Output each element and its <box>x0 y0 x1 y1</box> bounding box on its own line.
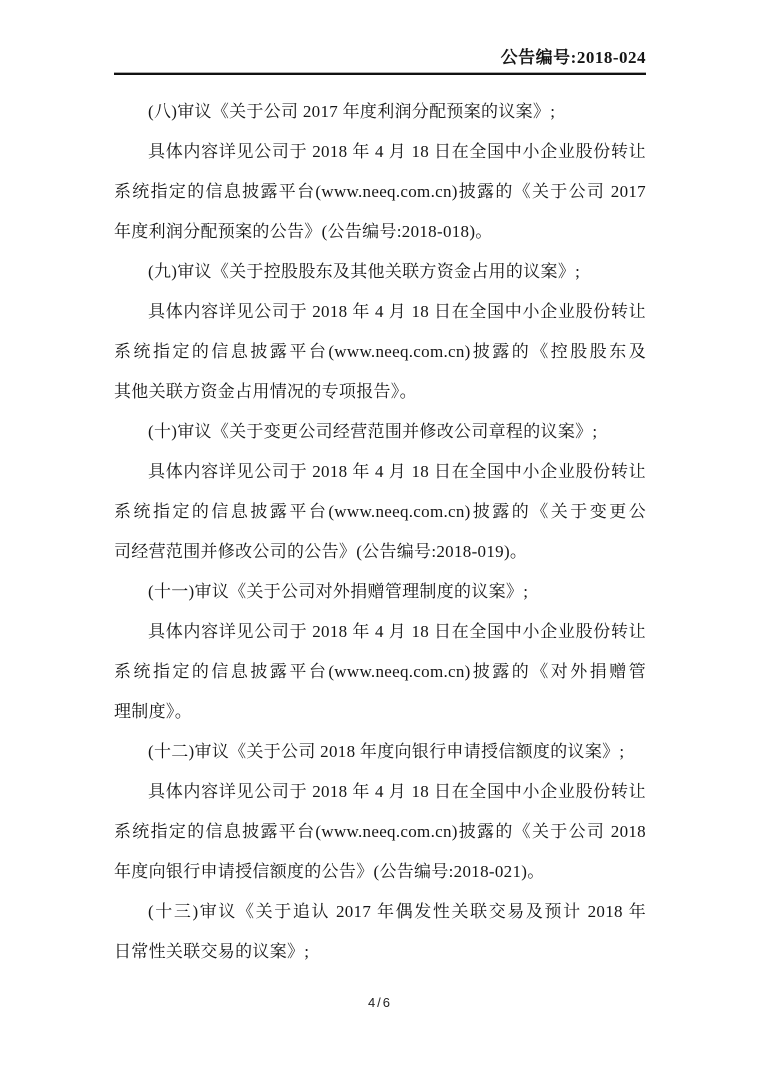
paragraph-line: 理制度》。 <box>114 702 192 721</box>
paragraph-line: 具体内容详见公司于 2018 年 4 月 18 日在全国中小企业股份转让 <box>148 462 646 481</box>
paragraph-line: (十)审议《关于变更公司经营范围并修改公司章程的议案》; <box>148 422 598 441</box>
page-number: 4/6 <box>367 995 393 1010</box>
paragraph-line: 系统指定的信息披露平台(www.neeq.com.cn)披露的《关于公司 2017 <box>114 182 646 201</box>
paragraph-line: 具体内容详见公司于 2018 年 4 月 18 日在全国中小企业股份转让 <box>148 302 646 321</box>
paragraph-line: 年度利润分配预案的公告》(公告编号:2018-018)。 <box>114 222 493 241</box>
paragraph-line: 年度向银行申请授信额度的公告》(公告编号:2018-021)。 <box>114 862 545 881</box>
paragraph-line: (十一)审议《关于公司对外捐赠管理制度的议案》; <box>148 582 529 601</box>
paragraph-line: 其他关联方资金占用情况的专项报告》。 <box>114 382 417 401</box>
announcement-number: 公告编号:2018-024 <box>500 48 646 67</box>
paragraph-line: (九)审议《关于控股股东及其他关联方资金占用的议案》; <box>148 262 581 281</box>
document-body <box>114 92 646 972</box>
header-rule <box>114 72 646 75</box>
paragraph-line: 具体内容详见公司于 2018 年 4 月 18 日在全国中小企业股份转让 <box>148 142 646 161</box>
paragraph-line: 日常性关联交易的议案》; <box>114 942 310 961</box>
paragraph-line: 系统指定的信息披露平台(www.neeq.com.cn)披露的《控股股东及 <box>114 342 646 361</box>
paragraph-line: (八)审议《关于公司 2017 年度利润分配预案的议案》; <box>148 102 556 121</box>
paragraph-line: 系统指定的信息披露平台(www.neeq.com.cn)披露的《对外捐赠管 <box>114 662 646 681</box>
paragraph-line: 具体内容详见公司于 2018 年 4 月 18 日在全国中小企业股份转让 <box>148 782 646 801</box>
paragraph-line: 司经营范围并修改公司的公告》(公告编号:2018-019)。 <box>114 542 528 561</box>
paragraph-line: (十三)审议《关于追认 2017 年偶发性关联交易及预计 2018 年 <box>148 902 646 921</box>
paragraph-line: (十二)审议《关于公司 2018 年度向银行申请授信额度的议案》; <box>148 742 625 761</box>
paragraph-line: 具体内容详见公司于 2018 年 4 月 18 日在全国中小企业股份转让 <box>148 622 646 641</box>
paragraph-line: 系统指定的信息披露平台(www.neeq.com.cn)披露的《关于公司 2018 <box>114 822 646 841</box>
paragraph-line: 系统指定的信息披露平台(www.neeq.com.cn)披露的《关于变更公 <box>114 502 646 521</box>
